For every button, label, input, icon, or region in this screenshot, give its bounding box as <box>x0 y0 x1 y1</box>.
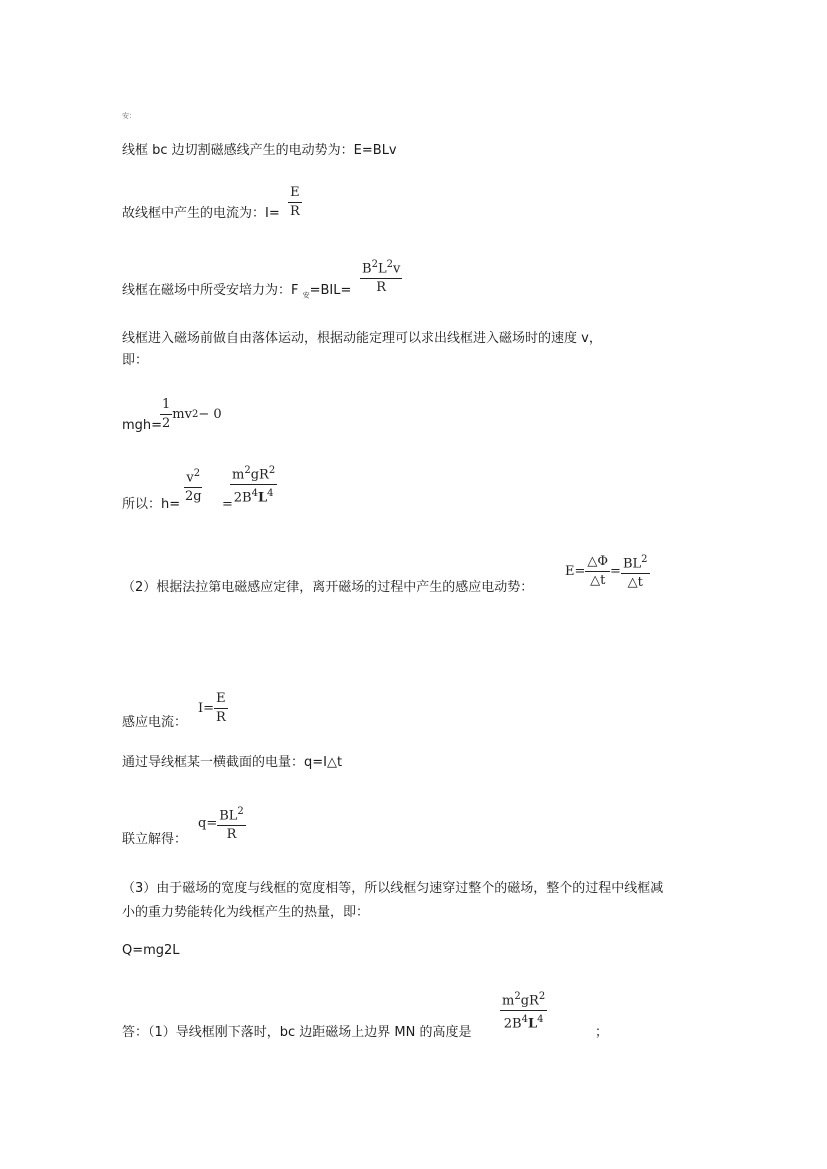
formula-height-1: $\frac{v^2}{2g}$ <box>183 465 204 506</box>
free-fall-line: 线框进入磁场前做自由落体运动，根据动能定理可以求出线框进入磁场时的速度 v， <box>122 331 602 346</box>
solve-line: 联立解得： <box>122 832 188 847</box>
answer-line: 答：（1）导线框刚下落时，bc 边距磁场上边界 MN 的高度是 <box>122 1025 472 1040</box>
charge-line: 通过导线框某一横截面的电量：q=I△t <box>122 755 343 770</box>
induced-current-line: 感应电流： <box>122 715 188 730</box>
answer-end-punct: ； <box>595 1025 609 1040</box>
faraday-line: （2）根据法拉第电磁感应定律，离开磁场的过程中产生的感应电动势： <box>122 580 534 595</box>
formula-answer-height: $\frac{m^2gR^2}{2B^4L^4}$ <box>500 988 547 1034</box>
current-line: 故线框中产生的电流为：I= <box>122 206 280 221</box>
equals-sign: = <box>222 497 233 512</box>
formula-height-2: $\frac{m^2gR^2}{2B^4L^4}$ <box>230 462 277 508</box>
formula-induced-current: I= $\frac{E}{R}$ <box>198 691 226 725</box>
heat-line: Q=mg2L <box>122 943 180 958</box>
formula-current: $\frac{E}{R}$ <box>290 185 300 219</box>
formula-charge: q= $\frac{BL^2}{R}$ <box>198 803 246 844</box>
part3-line-2: 小的重力势能转化为线框产生的热量，即： <box>122 905 370 920</box>
formula-emf: E= $\frac{\triangle\Phi}{\triangle t}$ = $\frac{BL^2}{\triangle t}$ <box>565 551 650 592</box>
force-line: 线框在磁场中所受安培力为：F $_安$=BIL= <box>122 283 352 300</box>
text-fragment: 安： <box>122 112 136 120</box>
height-line: 所以：h= <box>122 497 181 512</box>
part3-line-1: （3）由于磁场的宽度与线框的宽度相等，所以线框匀速穿过整个的磁场，整个的过程中线框减 <box>122 881 664 896</box>
formula-energy: $\frac{1}{2}$ mv 2 − 0 <box>162 397 222 431</box>
formula-force: $\frac{B^2L^2v}{R}$ <box>360 256 402 297</box>
that-is-line: 即： <box>122 353 149 368</box>
energy-line: mgh= <box>122 418 163 433</box>
emf-line: 线框 bc 边切割磁感线产生的电动势为：E=BLv <box>122 143 397 158</box>
